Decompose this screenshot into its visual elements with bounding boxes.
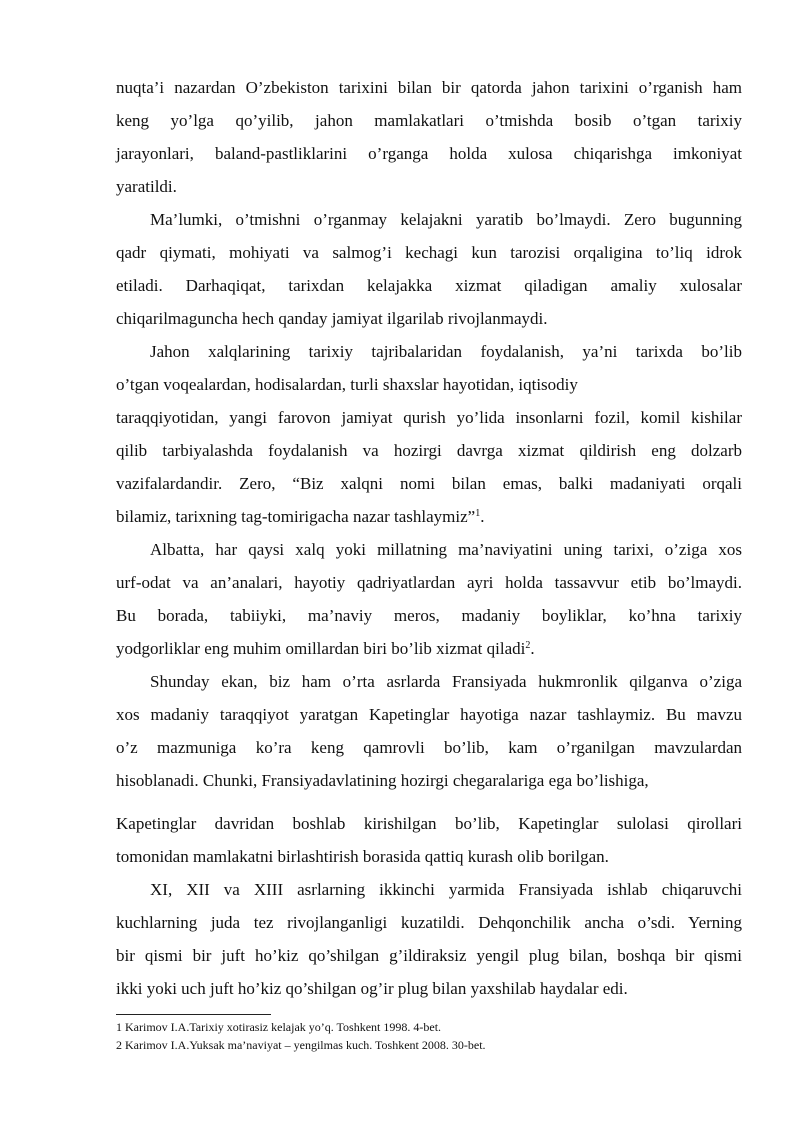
sentence-end: . [480,507,485,526]
text-line: urf-odat va an’analari, hayotiy qadriyatlardan ayri holda tassavvur etib bo’lmaydi. [116,573,742,592]
text-line: keng yo’lga qo’yilib, jahon mamlakatlari o’tmishda bosib o’tgan tarixiy [116,111,742,130]
text-line: yodgorliklar eng muhim omillardan biri bo’lib xizmat qiladi [116,639,526,658]
text-line: kuchlarning juda tez rivojlanganligi kuzatildi. Dehqonchilik ancha o’sdi. Yerning [116,913,742,932]
paragraph [116,665,742,797]
text-line: jarayonlari, baland-pastliklarini o’rganga holda xulosa chiqarishga imkoniyat [116,144,742,163]
text-line: tomonidan mamlakatni birlashtirish borasida qattiq kurash olib borilgan. [116,847,609,866]
footnote: 2 Karimov I.A.Yuksak ma’naviyat – yengilmas kuch. Toshkent 2008. 30-bet. [116,1038,486,1052]
footnote-ref: 1 [475,508,481,519]
text-line: ikki yoki uch juft ho’kiz qo’shilgan og’ir plug bilan yaxshilab haydalar edi. [116,979,628,998]
text-line-with-ref [116,500,742,533]
text-line: yaratildi. [116,177,177,196]
text-line: Bu borada, tabiiyki, ma’naviy meros, madaniy boyliklar, ko’hna tarixiy [116,606,742,625]
paragraph [116,203,742,335]
text-line: bilamiz, tarixning tag-tomirigacha nazar tashlaymiz” [116,507,476,526]
paragraph [116,807,742,873]
text-line: taraqqiyotidan, yangi farovon jamiyat qurish yo’lida insonlarni fozil, komil kishilar [116,408,742,427]
text-line: Jahon xalqlarining tarixiy tajribalaridan foydalanish, ya’ni tarixda bo’lib [150,342,742,361]
paragraph [116,533,742,665]
paragraph [116,335,742,533]
text-line: nuqta’i nazardan O’zbekiston tarixini bilan bir qatorda jahon tarixini o’rganish ham [116,78,742,97]
text-line: Ma’lumki, o’tmishni o’rganmay kelajakni yaratib bo’lmaydi. Zero bugunning [150,210,742,229]
text-line: XI, XII va XIII asrlarning ikkinchi yarmida Fransiyada ishlab chiqaruvchi [150,880,742,899]
text-line: qadr qiymati, mohiyati va salmog’i kechagi kun tarozisi orqaligina to’liq idrok [116,243,742,262]
text-line: chiqarilmaguncha hech qanday jamiyat ilgarilab rivojlanmaydi. [116,309,548,328]
body-text [116,71,742,1005]
text-line: Kapetinglar davridan boshlab kirishilgan bo’lib, Kapetinglar sulolasi qirollari [116,814,742,833]
text-line: hisoblanadi. Chunki, Fransiyadavlatining hozirgi chegaralariga ega bo’lishiga, [116,771,649,790]
footnote-ref: 2 [525,640,531,651]
text-line: Albatta, har qaysi xalq yoki millatning ma’naviyatini uning tarixi, o’ziga xos [150,540,742,559]
text-line: vazifalardandir. Zero, “Biz xalqni nomi bilan emas, balki madaniyati orqali [116,474,742,493]
text-line: etiladi. Darhaqiqat, tarixdan kelajakka xizmat qiladigan amaliy xulosalar [116,276,742,295]
text-line: bir qismi bir juft ho’kiz qo’shilgan g’ildiraksiz yengil plug bilan, boshqa bir qismi [116,946,742,965]
footnote: 1 Karimov I.A.Tarixiy xotirasiz kelajak yo’q. Toshkent 1998. 4-bet. [116,1020,442,1034]
text-line: qilib tarbiyalashda foydalanish va hozirgi davrga xizmat qildirish eng dolzarb [116,441,742,460]
text-line: Shunday ekan, biz ham o’rta asrlarda Fransiyada hukmronlik qilganva o’ziga [150,672,742,691]
paragraph [116,873,742,1005]
sentence-end: . [530,639,535,658]
footnotes [116,1018,486,1054]
paragraph [116,71,742,203]
footnote-separator [116,1014,271,1015]
text-line: xos madaniy taraqqiyot yaratgan Kapetinglar hayotiga nazar tashlaymiz. Bu mavzu [116,705,742,724]
text-line-with-ref [116,632,742,665]
paragraph-gap [116,797,742,807]
text-line: o’z mazmuniga ko’ra keng qamrovli bo’lib, kam o’rganilgan mavzulardan [116,738,742,757]
text-line: o’tgan voqealardan, hodisalardan, turli shaxslar hayotidan, iqtisodiy [116,375,578,394]
